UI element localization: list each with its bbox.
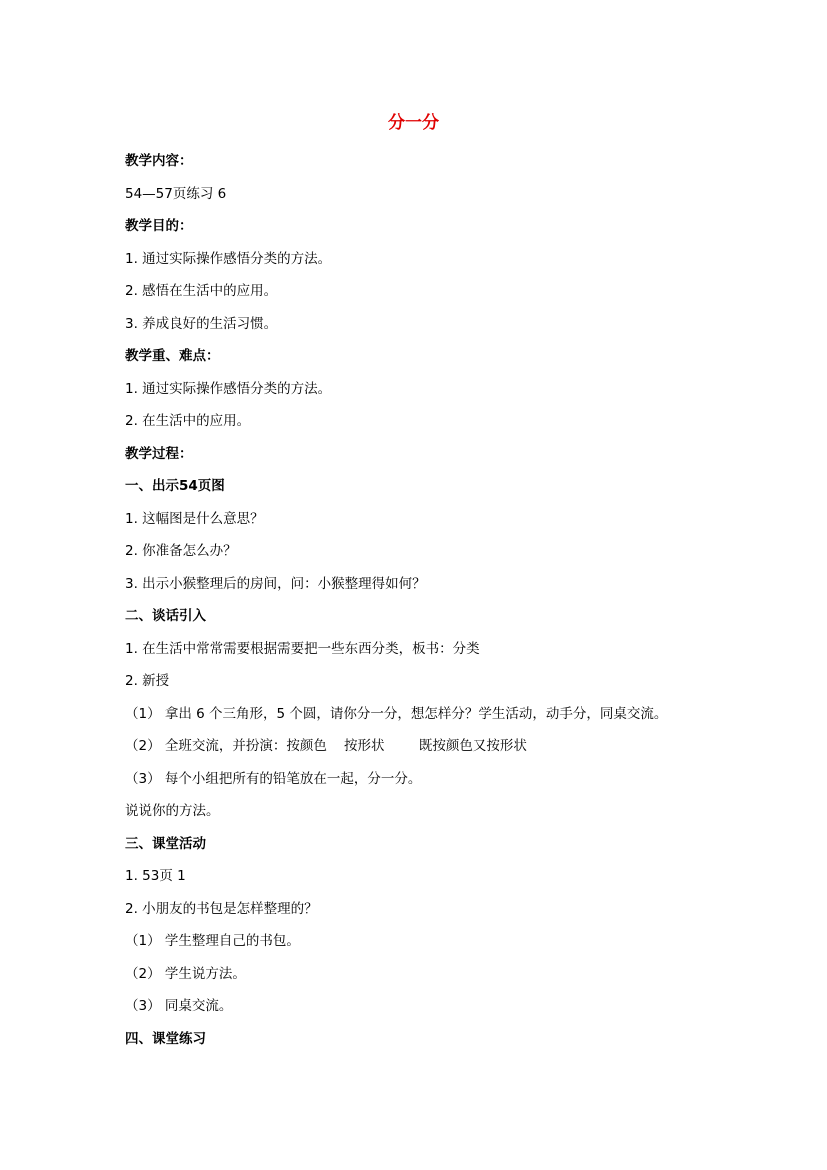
section-heading: 二、谈话引入 xyxy=(125,608,206,624)
body-text-line: 1. 这幅图是什么意思？ xyxy=(125,511,264,527)
body-text-line: （1） 拿出 6 个三角形，5 个圆，请你分一分，想怎样分？学生活动，动手分，同桌交流。 xyxy=(125,706,668,722)
body-text-line: （2） 学生说方法。 xyxy=(125,966,246,982)
section-heading: 教学过程： xyxy=(125,446,193,462)
body-text-line: 2. 小朋友的书包是怎样整理的？ xyxy=(125,901,318,917)
body-text-line: （2） 全班交流，并扮演：按颜色 按形状 既按颜色又按形状 xyxy=(125,738,527,754)
body-text-line: 说说你的方法。 xyxy=(125,803,220,819)
body-text-line: 1. 53页 1 xyxy=(125,868,186,884)
section-heading: 三、课堂活动 xyxy=(125,836,206,852)
body-text-line: 3. 养成良好的生活习惯。 xyxy=(125,316,278,332)
section-heading: 教学内容： xyxy=(125,153,193,169)
body-text-line: 2. 在生活中的应用。 xyxy=(125,413,251,429)
body-text-line: （3） 每个小组把所有的铅笔放在一起，分一分。 xyxy=(125,771,422,787)
body-text-line: 1. 通过实际操作感悟分类的方法。 xyxy=(125,251,332,267)
body-text-line: 2. 感悟在生活中的应用。 xyxy=(125,283,278,299)
body-text-line: 54—57页练习 6 xyxy=(125,186,227,202)
body-text-line: 1. 通过实际操作感悟分类的方法。 xyxy=(125,381,332,397)
body-text-line: 2. 你准备怎么办？ xyxy=(125,543,237,559)
section-heading: 教学重、难点： xyxy=(125,348,220,364)
body-text-line: 1. 在生活中常常需要根据需要把一些东西分类，板书：分类 xyxy=(125,641,480,657)
body-text-line: 2. 新授 xyxy=(125,673,170,689)
page-title: 分一分 xyxy=(388,113,439,133)
section-heading: 四、课堂练习 xyxy=(125,1031,206,1047)
section-heading: 教学目的： xyxy=(125,218,193,234)
body-text-line: （1） 学生整理自己的书包。 xyxy=(125,933,300,949)
body-text-line: 3. 出示小猴整理后的房间，问：小猴整理得如何？ xyxy=(125,576,426,592)
section-heading: 一、出示54页图 xyxy=(125,478,225,494)
body-text-line: （3） 同桌交流。 xyxy=(125,998,233,1014)
